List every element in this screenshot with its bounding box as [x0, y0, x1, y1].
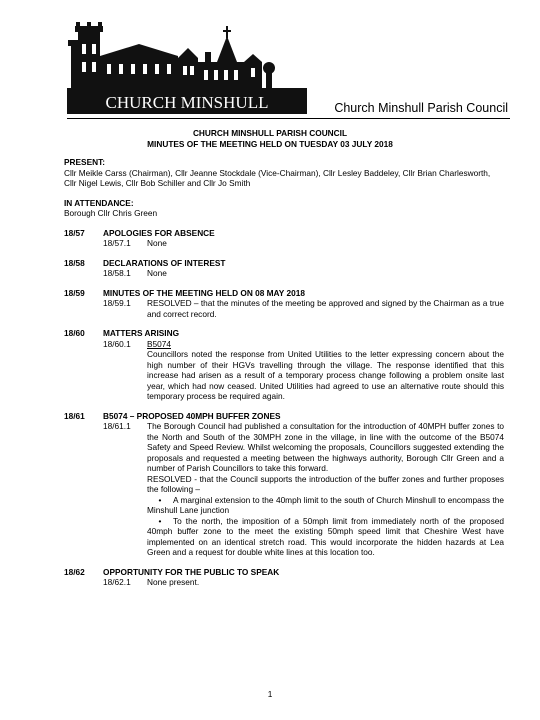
section-title: DECLARATIONS OF INTEREST	[103, 257, 226, 268]
present-text: Cllr Meikle Carss (Chairman), Cllr Jeanne Stockdale (Vice-Chairman), Cllr Lesley Baddeley, Cllr Brian Charlesworth, Cllr Nigel Lewis, Cllr Bob Schiller and Cllr Jo Smith	[64, 167, 491, 188]
item-text: The Borough Council had published a consultation for the introduction of 40MPH buffer zones to the North and South of the 30MPH zone in the village, in line with the outcome of the B5074 Safety and Speed Review. Whilst welcoming the proposals, Councillors suggested extending the proposals and requested a meeting between the highways authority, Borough Cllr Green and a number of Parish Councillors to take this forward.	[147, 421, 504, 473]
section-number: 18/62	[64, 566, 85, 577]
item-text: None present.	[147, 577, 200, 587]
section-number: 18/59	[64, 287, 85, 298]
item-number: 18/61.1	[103, 421, 131, 431]
item-subheading: B5074	[147, 338, 171, 349]
section-title: MATTERS ARISING	[103, 328, 180, 338]
item-number: 18/62.1	[103, 577, 131, 587]
attendance-block	[64, 198, 504, 219]
section-18-59	[64, 288, 504, 320]
page-number: 1	[267, 689, 273, 699]
section-number: 18/61	[64, 410, 85, 421]
council-name: Church Minshull Parish Council	[334, 101, 508, 115]
church-minshull-logo	[67, 22, 307, 114]
section-18-61	[64, 411, 504, 558]
bullet-item	[147, 516, 504, 558]
section-title: MINUTES OF THE MEETING HELD ON 08 MAY 2018	[103, 287, 305, 298]
section-number: 18/57	[64, 227, 85, 238]
section-18-62	[64, 567, 504, 588]
document-subtitle: MINUTES OF THE MEETING HELD ON TUESDAY 03 JULY 2018	[147, 139, 393, 149]
section-18-57	[64, 228, 504, 249]
bullet-icon: •	[158, 494, 162, 505]
item-text: Councillors noted the response from United Utilities to the letter expressing concern about the high number of their HGVs travelling through the village. The response identified that this increase had arisen as a result of a temporary process change following a problem onsite last year, which had now ceased. United Utilities had agreed to use an alternative route should this temporary process be required again.	[147, 349, 504, 401]
section-18-58	[64, 258, 504, 279]
attendance-text: Borough Cllr Chris Green	[64, 208, 158, 218]
bullet-text: To the north, the imposition of a 50mph limit from immediately north of the proposed 40mph buffer zone to the meet the existing 50mph speed limit that Cheshire West have implemented on an identical stretch road. This would incorporate the hidden hazards at Lea Green and a request for double white lines at this location too.	[147, 515, 504, 557]
attendance-label: IN ATTENDANCE:	[64, 197, 134, 208]
item-number: 18/57.1	[103, 238, 131, 248]
section-title: B5074 – PROPOSED 40MPH BUFFER ZONES	[103, 410, 281, 421]
bullet-icon: •	[158, 515, 162, 526]
item-number: 18/59.1	[103, 298, 131, 308]
bullet-item	[147, 495, 504, 516]
section-number: 18/60	[64, 328, 85, 338]
item-text: None	[147, 268, 167, 278]
present-label: PRESENT:	[64, 157, 106, 167]
document-title: CHURCH MINSHULL PARISH COUNCIL	[192, 128, 348, 138]
header-rule	[67, 118, 510, 119]
section-title: OPPORTUNITY FOR THE PUBLIC TO SPEAK	[103, 566, 280, 577]
item-number: 18/58.1	[103, 268, 131, 278]
item-number: 18/60.1	[103, 338, 131, 349]
item-text: RESOLVED – that the minutes of the meeting be approved and signed by the Chairman as a true and correct record.	[147, 298, 504, 319]
resolved-text: RESOLVED - that the Council supports the introduction of the buffer zones and further proposes the following –	[147, 473, 504, 494]
section-number: 18/58	[64, 257, 85, 268]
minutes-body	[64, 157, 504, 588]
logo-text: CHURCH MINSHULL	[105, 93, 269, 112]
item-text: None	[147, 238, 167, 248]
section-title: APOLOGIES FOR ABSENCE	[103, 227, 215, 238]
section-18-60	[64, 328, 504, 402]
present-block	[64, 157, 504, 189]
bullet-text: A marginal extension to the 40mph limit to the south of Church Minshull to encompass the Minshull Lane junction	[147, 494, 504, 515]
